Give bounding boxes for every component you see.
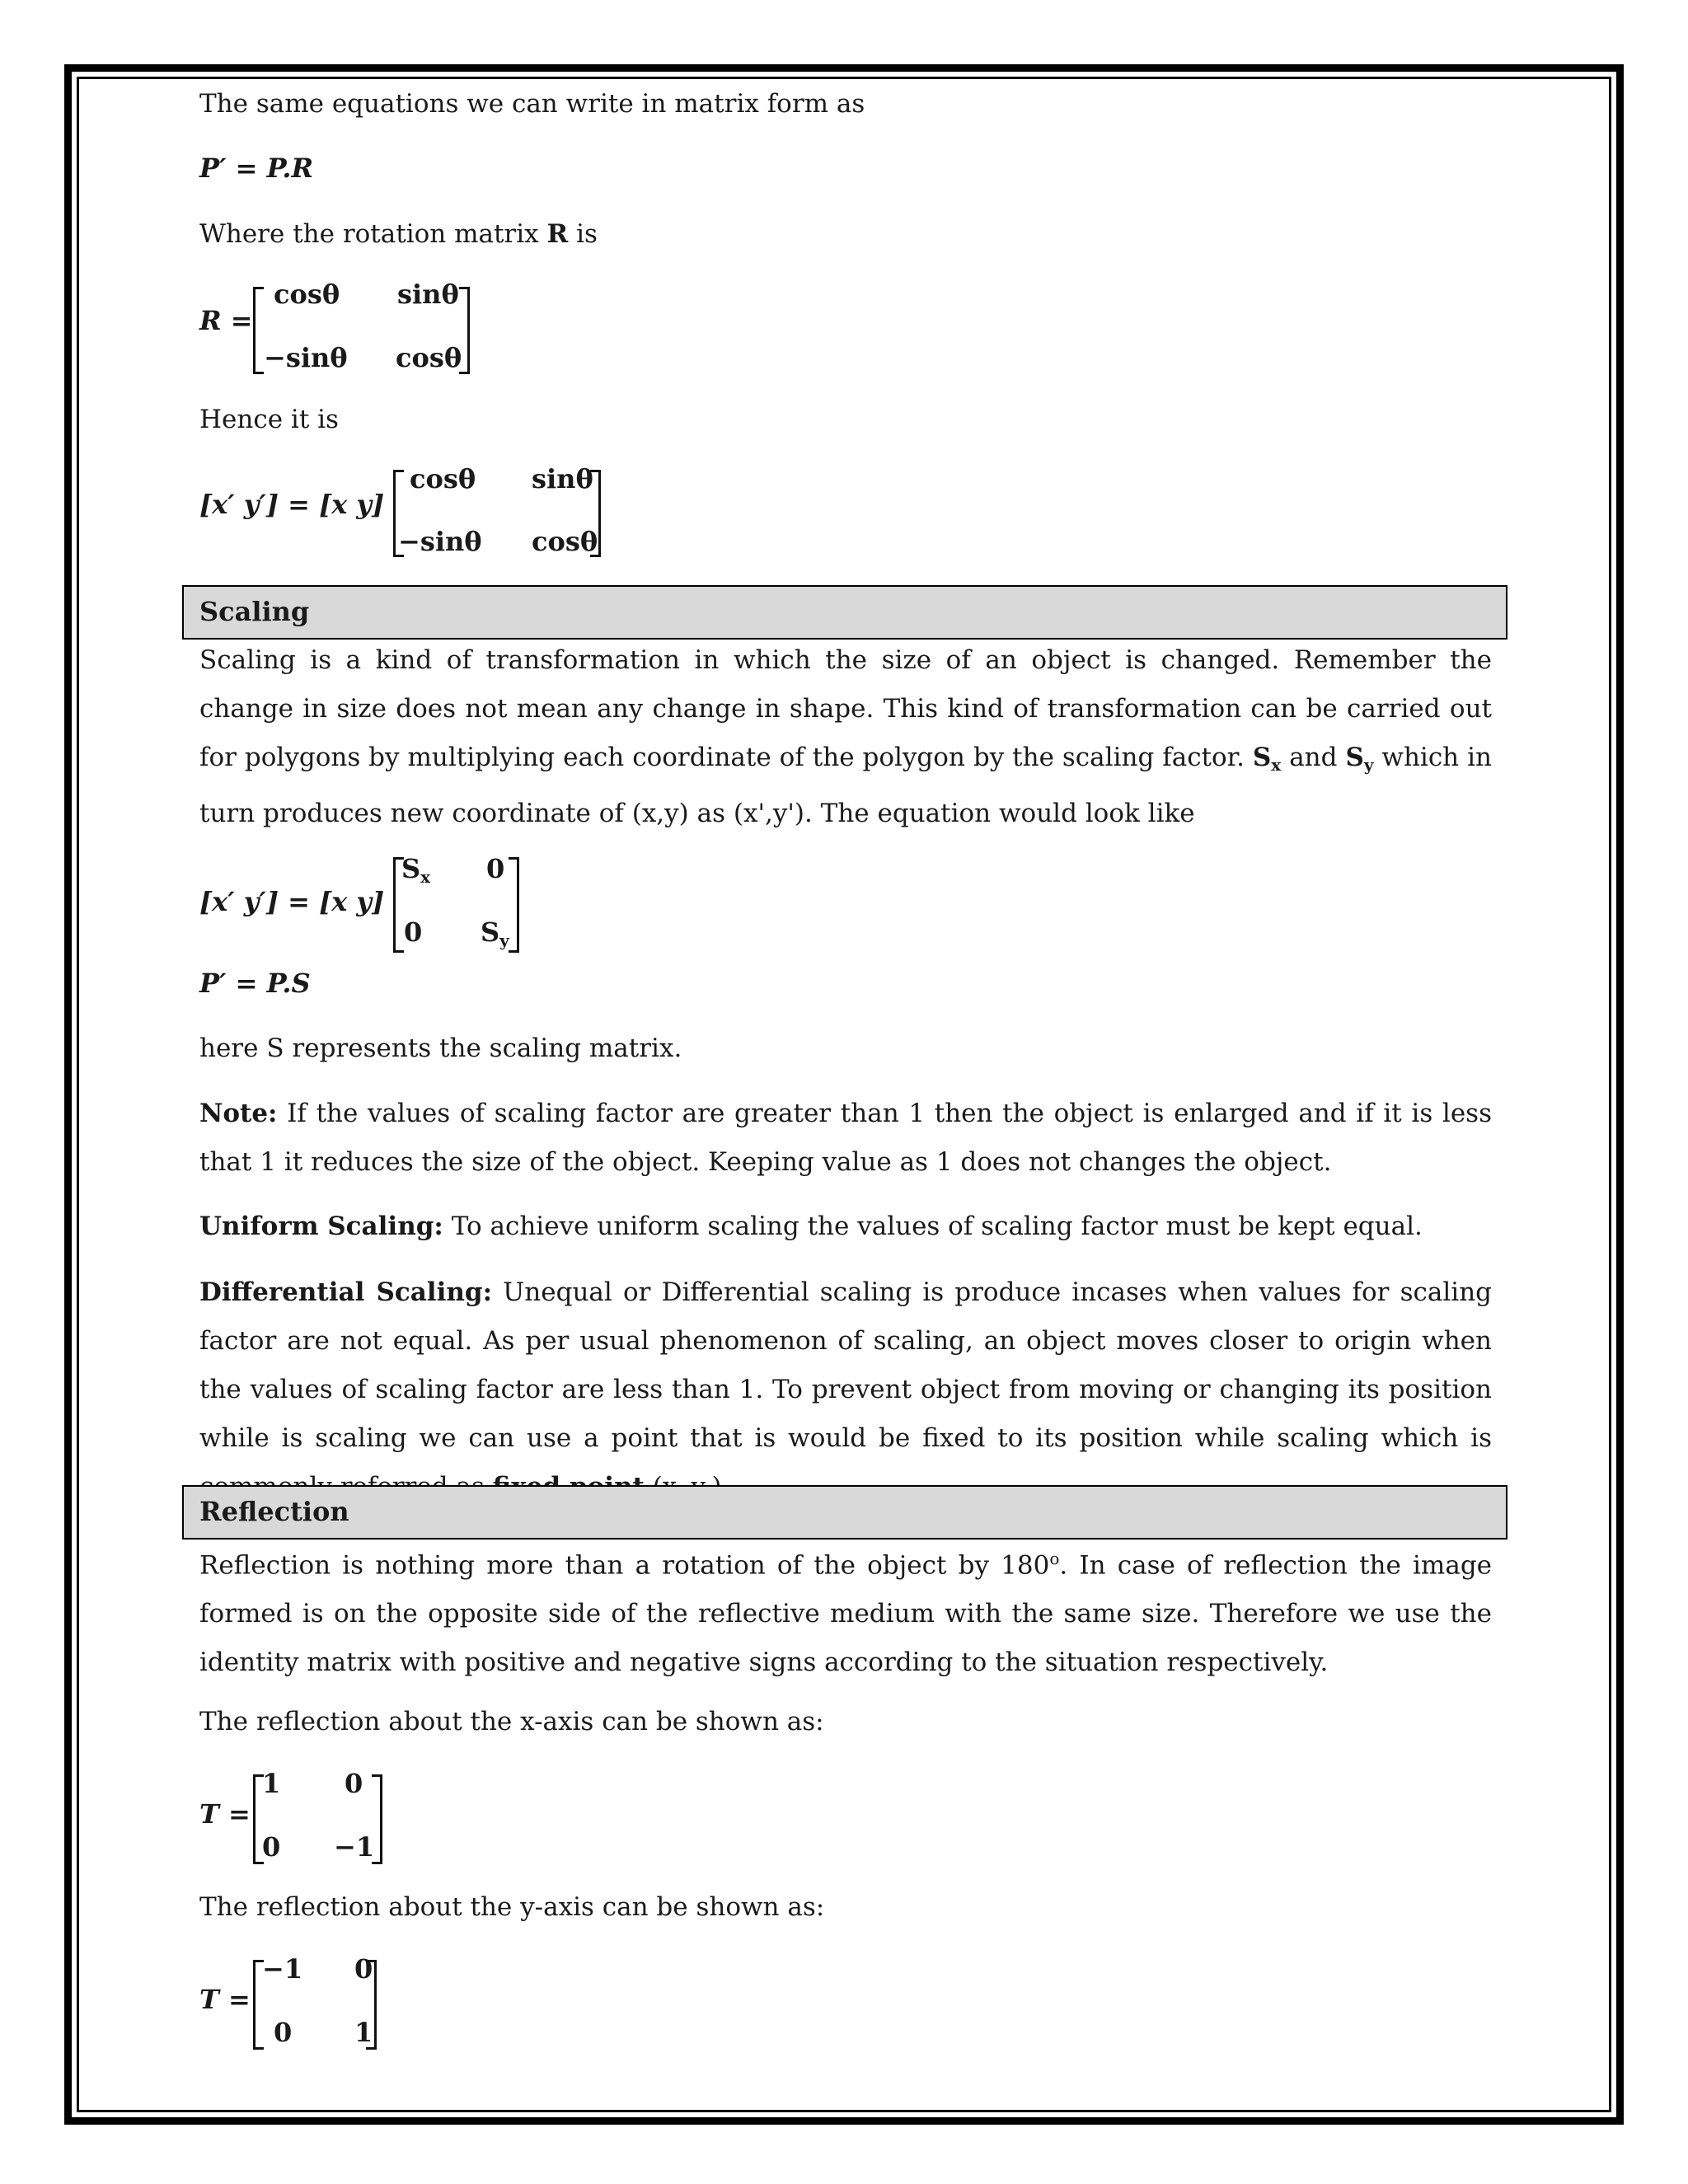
matrix-cell: cosθ (410, 463, 476, 494)
differential-scaling-paragraph: Differential Scaling: Unequal or Differential scaling is produce incases when values for scaling factor are not equal. As per usual phenomenon of scaling, an object moves closer to origin when the values of scaling factor are less than 1. To prevent object from moving or changing its position while is scaling we can use a point that is would be fixed to its position while scaling which is (199, 1277, 1492, 1453)
matrix-cell: 1 (262, 1768, 281, 1799)
matrix-lhs: R = (199, 305, 253, 336)
scaling-matrix-note: here S represents the scaling matrix. (199, 1033, 682, 1063)
section-heading-scaling: Scaling (182, 585, 1507, 640)
intro-text: The same equations we can write in matrix form as (199, 89, 865, 119)
matrix-cell: 0 (345, 1768, 363, 1799)
scaling-paragraph: Scaling is a kind of transformation in which the size of an object is changed. Remember the change in size does not mean any change in shape. This kind of transformation can be carried out for polygons by multiplying each coordinate of the polygon by the scaling factor. $S_x$ and $S_y$ which in turn produces new coordinate of (x,y) as (x',y'). The equation would look like (199, 645, 1492, 828)
rotation-matrix-label: Where the rotation matrix R is (199, 219, 598, 249)
matrix-cell: −1 (262, 1953, 303, 1985)
matrix-lhs: T = (199, 1798, 251, 1830)
row-equation-lhs: [x′ y′] = [x y] (199, 886, 385, 917)
matrix-cell: 0 (262, 1831, 281, 1863)
matrix-cell: $S_x$ (401, 853, 431, 887)
row-equation-lhs: [x′ y′] = [x y] (199, 489, 385, 520)
matrix-cell: 0 (486, 853, 505, 884)
matrix-cell: $S_y$ (481, 916, 509, 950)
section-heading-reflection: Reflection (182, 1485, 1507, 1540)
note-paragraph: Note: If the values of scaling factor are greater than 1 then the object is enlarged and if it is less that 1 it reduces the size of the object. Keeping value as 1 does not changes the object. (199, 1099, 1492, 1177)
matrix-lhs: T = (199, 1984, 251, 2015)
matrix-cell: sinθ (397, 279, 459, 310)
matrix-cell: −1 (334, 1831, 375, 1863)
bracket-right (509, 857, 519, 953)
bracket-left (253, 287, 264, 374)
matrix-cell: 1 (354, 2017, 373, 2048)
matrix-cell: sinθ (532, 463, 593, 494)
matrix-cell: cosθ (396, 342, 462, 373)
hence-text: Hence it is (199, 405, 339, 434)
reflection-y-label: The reflection about the y-axis can be shown as: (199, 1892, 825, 1922)
matrix-cell: cosθ (532, 526, 598, 557)
reflection-paragraph: Reflection is nothing more than a rotation of the object by 180$^o$. In case of reflection the image formed is on the opposite side of the reflective medium with the same size. Therefore we use the identity matrix with positive and negative signs according to the situation respectively. (199, 1549, 1493, 1678)
rotation-equation: P′ = P.R (199, 152, 314, 184)
matrix-cell: 0 (404, 916, 423, 948)
matrix-cell: −sinθ (398, 526, 482, 557)
matrix-cell: 0 (354, 1953, 373, 1985)
matrix-cell: 0 (274, 2017, 293, 2048)
reflection-x-label: The reflection about the x-axis can be shown as: (199, 1707, 824, 1736)
matrix-cell: cosθ (274, 279, 340, 310)
uniform-scaling-paragraph: Uniform Scaling: To achieve uniform scaling the values of scaling factor must be kept equal. (199, 1212, 1423, 1241)
matrix-cell: −sinθ (264, 342, 348, 373)
scaling-equation: P′ = P.S (199, 968, 311, 999)
